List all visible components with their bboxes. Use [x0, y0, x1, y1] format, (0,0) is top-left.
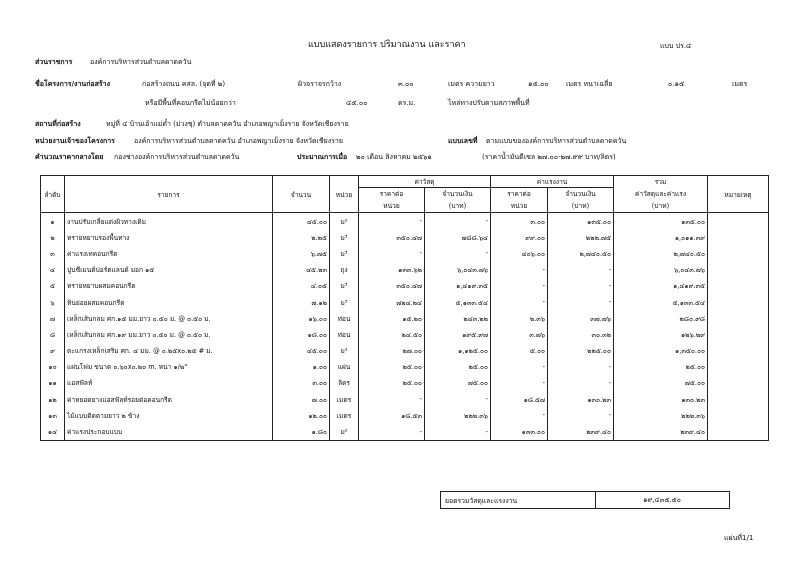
- owner-label: หน่วยงานเจ้าของโครงการ: [35, 137, 115, 145]
- thickness-label: เมตร หนาเฉลี่ย: [566, 80, 613, 88]
- row-labor-amount: ๓๐.๓๒: [548, 326, 614, 342]
- row-labor-amount: ๒๓๙.๔๐: [548, 423, 614, 440]
- row-material-unit-price: -: [359, 213, 425, 230]
- row-remark: [708, 245, 769, 261]
- header-material-amount-sub: (บาท): [425, 200, 491, 213]
- header-total-sub2: (บาท): [614, 200, 708, 213]
- header-qty: จำนวน: [273, 176, 330, 213]
- row-unit: เมตร: [330, 407, 359, 423]
- plan-label: แบบเลขที่: [448, 137, 478, 145]
- row-labor-amount: -: [548, 375, 614, 391]
- row-labor-amount: ๒๒๕.๐๐: [548, 343, 614, 359]
- row-item: เหล็กเส้นกลม ศก.๑๙ มม.ยาว ๐.๕๐ ม. @ ๐.๕๐ ม.: [65, 326, 273, 342]
- row-labor-unit-price: ๓.๐๐: [491, 213, 548, 230]
- row-labor-unit-price: ๓.๗๖: [491, 326, 548, 342]
- row-unit: ม²: [330, 213, 359, 230]
- row-material-amount: ๗๘๘.๖๔: [425, 229, 491, 245]
- row-material-unit-price: -: [359, 391, 425, 407]
- grand-total-label: ยอดรวมวัสดุและแรงงาน: [445, 497, 518, 505]
- form-code: แบบ ปร.๔: [660, 42, 692, 50]
- row-qty: ๒.๒๕: [273, 229, 330, 245]
- row-total: ๖,๐๔๓.๗๖: [614, 262, 708, 278]
- width-value: ๓.๐๐: [398, 80, 414, 88]
- row-total: ๒๘๐.๙๘: [614, 310, 708, 326]
- row-unit: ม²: [330, 343, 359, 359]
- header-unit: หน่วย: [330, 176, 359, 213]
- area-value: ๔๕.๐๐: [346, 99, 368, 107]
- length-label: เมตร ความยาว: [448, 80, 495, 88]
- row-unit: ท่อน: [330, 310, 359, 326]
- row-no: ๖: [41, 294, 65, 310]
- row-qty: ๔๕.๐๐: [273, 213, 330, 230]
- shoulder-note: ไหล่ทางปรับตามสภาพพื้นที่: [448, 99, 530, 107]
- surface-width-label: ผิวจราจรกว้าง: [298, 80, 342, 88]
- length-value: ๑๕.๐๐: [528, 80, 549, 88]
- row-remark: [708, 326, 769, 342]
- row-no: ๑๐: [41, 359, 65, 375]
- row-remark: [708, 423, 769, 440]
- row-unit: เมตร: [330, 391, 359, 407]
- estimate-label: ประมาณการเมื่อ: [297, 153, 348, 161]
- row-material-unit-price: ๒๕.๐๐: [359, 375, 425, 391]
- header-material-amount: จำนวนเงิน: [425, 188, 491, 200]
- row-item: งานปรับเกลี่ยแต่งผิวทางเดิม: [65, 213, 273, 230]
- table-row: [41, 262, 769, 278]
- row-material-unit-price: ๑๘.๕๓: [359, 407, 425, 423]
- row-no: ๑๒: [41, 391, 65, 407]
- row-qty: ๖.๗๕: [273, 245, 330, 261]
- row-unit: ท่อน: [330, 326, 359, 342]
- row-qty: ๗.๑๒: [273, 294, 330, 310]
- row-labor-unit-price: ๙๙.๐๐: [491, 229, 548, 245]
- row-labor-amount: -: [548, 294, 614, 310]
- row-unit: ถุง: [330, 262, 359, 278]
- header-labor-unit-price-sub: หน่วย: [491, 200, 548, 213]
- row-labor-amount: -: [548, 359, 614, 375]
- row-material-amount: ๒๕.๐๐: [425, 359, 491, 375]
- thickness-unit: เมตร: [732, 80, 748, 88]
- row-remark: [708, 213, 769, 230]
- table-row: [41, 229, 769, 245]
- table-body: [41, 213, 769, 441]
- row-material-amount: ๕,๑๓๓.๕๔: [425, 294, 491, 310]
- agency-label: ส่วนราชการ: [35, 58, 73, 66]
- row-qty: ๑๘.๐๐: [273, 326, 330, 342]
- area-label: หรือมีพื้นที่คอนกรีตไม่น้อยกว่า: [145, 99, 236, 107]
- row-total: ๒๒๒.๓๖: [614, 407, 708, 423]
- row-labor-unit-price: -: [491, 375, 548, 391]
- row-labor-amount: ๓๗.๗๖: [548, 310, 614, 326]
- thickness-value: ๐.๑๕: [668, 80, 685, 88]
- row-total: ๕,๑๓๓.๕๔: [614, 294, 708, 310]
- row-material-unit-price: ๑๓๓.๖๒: [359, 262, 425, 278]
- project-label: ชื่อโครงการ/งานก่อสร้าง: [35, 80, 111, 88]
- row-remark: [708, 359, 769, 375]
- row-no: ๑: [41, 213, 65, 230]
- calc-value: กองช่างองค์การบริหารส่วนตำบลดาดควัน: [114, 153, 240, 161]
- table-row: [41, 423, 769, 440]
- row-item: แผ่นโฟม ขนาด ๐.๖๐x๐.๒๐ m. หนา ๑/๒": [65, 359, 273, 375]
- header-labor: ค่าแรงงาน: [491, 176, 614, 188]
- row-material-unit-price: ๓๕๐.๔๗: [359, 229, 425, 245]
- row-unit: ม³: [330, 294, 359, 310]
- row-material-amount: ๖,๐๔๓.๗๖: [425, 262, 491, 278]
- row-qty: ๓.๐๐: [273, 375, 330, 391]
- row-labor-unit-price: -: [491, 278, 548, 294]
- row-item: ค่าหยอดยางแอสฟัลท์รอยต่อคอนกรีต: [65, 391, 273, 407]
- estimate-value: ๒๐ เดือน สิงหาคม ๒๕๖๑: [356, 153, 432, 161]
- calc-label: คำนวณราคากลางโดย: [35, 153, 104, 161]
- row-total: ๑,๔๑๙.๓๕: [614, 278, 708, 294]
- table-row: [41, 310, 769, 326]
- row-labor-unit-price: ๔๐๖.๐๐: [491, 245, 548, 261]
- row-qty: ๑.๘๐: [273, 423, 330, 440]
- row-material-amount: -: [425, 245, 491, 261]
- header-no: ลำดับ: [41, 176, 65, 213]
- table-row: [41, 359, 769, 375]
- row-no: ๑๓: [41, 407, 65, 423]
- row-labor-unit-price: -: [491, 294, 548, 310]
- row-qty: ๔๕.๒๓: [273, 262, 330, 278]
- row-unit: ม²: [330, 423, 359, 440]
- row-qty: ๔๕.๐๐: [273, 343, 330, 359]
- header-remark: หมายเหตุ: [708, 176, 769, 213]
- header-material: ค่าวัสดุ: [359, 176, 491, 188]
- row-qty: ๗.๐๐: [273, 391, 330, 407]
- row-material-amount: ๗๕.๐๐: [425, 375, 491, 391]
- row-qty: ๔.๐๕: [273, 278, 330, 294]
- row-total: ๑๒๖.๒๙: [614, 326, 708, 342]
- row-material-amount: ๑,๑๒๕.๐๐: [425, 343, 491, 359]
- oil-price-note: (ราคาน้ำมันดีเซล ๒๗.๐๐-๒๗.๙๙ บาท/ลิตร): [482, 153, 616, 161]
- row-material-unit-price: ๗๒๔.๒๔: [359, 294, 425, 310]
- table-row: [41, 294, 769, 310]
- grand-total-value: ๑๙,๔๓๕.๕๐: [595, 492, 728, 508]
- row-total: ๑๓๐.๒๓: [614, 391, 708, 407]
- row-no: ๔: [41, 262, 65, 278]
- row-labor-amount: ๒๒๒.๗๕: [548, 229, 614, 245]
- row-labor-amount: -: [548, 278, 614, 294]
- quantity-price-table: [40, 175, 769, 441]
- grand-total-box: [440, 491, 730, 509]
- row-qty: ๑.๐๐: [273, 359, 330, 375]
- row-material-amount: ๒๒๒.๓๖: [425, 407, 491, 423]
- row-unit: แผ่น: [330, 359, 359, 375]
- row-item: ทรายหยาบผสมคอนกรีต: [65, 278, 273, 294]
- row-unit: ม³: [330, 278, 359, 294]
- row-labor-amount: -: [548, 262, 614, 278]
- row-material-amount: ๒๔๓.๒๒: [425, 310, 491, 326]
- row-remark: [708, 262, 769, 278]
- header-labor-amount: จำนวนเงิน: [548, 188, 614, 200]
- row-material-amount: -: [425, 423, 491, 440]
- table-row: [41, 343, 769, 359]
- row-material-unit-price: -: [359, 245, 425, 261]
- header-material-unit-price-sub: หน่วย: [359, 200, 425, 213]
- row-qty: ๑๖.๐๐: [273, 310, 330, 326]
- header-labor-amount-sub: (บาท): [548, 200, 614, 213]
- row-no: ๕: [41, 278, 65, 294]
- row-unit: ลิตร: [330, 375, 359, 391]
- table-row: [41, 375, 769, 391]
- row-labor-unit-price: ๒.๓๖: [491, 310, 548, 326]
- row-labor-amount: ๒,๗๔๐.๕๐: [548, 245, 614, 261]
- row-total: ๒,๗๔๐.๕๐: [614, 245, 708, 261]
- site-label: สถานที่ก่อสร้าง: [35, 120, 81, 128]
- row-labor-unit-price: ๑๘.๕๗: [491, 391, 548, 407]
- row-remark: [708, 310, 769, 326]
- row-total: ๒๓๙.๔๐: [614, 423, 708, 440]
- row-no: ๑๑: [41, 375, 65, 391]
- row-remark: [708, 375, 769, 391]
- owner-value: องค์การบริหารส่วนตำบลดาดควัน อำเภอพญาเม็งราย จังหวัดเชียงราย: [134, 137, 343, 145]
- row-item: ไม้แบบติดตามยาว ๒ ข้าง: [65, 407, 273, 423]
- site-value: หมู่ที่ ๔ บ้านเอ้าแม่ต๋ำ (ม่วงชุ) ตำบลดาดควัน อำเภอพญาเม็งราย จังหวัดเชียงราย: [106, 120, 349, 128]
- row-item: ทรายหยาบรองพื้นทาง: [65, 229, 273, 245]
- row-remark: [708, 343, 769, 359]
- table-row: [41, 391, 769, 407]
- row-total: ๑๓๕.๐๐: [614, 213, 708, 230]
- row-material-amount: -: [425, 213, 491, 230]
- row-material-unit-price: ๒๗.๐๐: [359, 343, 425, 359]
- header-item: รายการ: [65, 176, 273, 213]
- row-qty: ๑๒.๐๐: [273, 407, 330, 423]
- row-item: หินย่อยผสมคอนกรีต: [65, 294, 273, 310]
- area-unit: ตร.ม.: [398, 99, 416, 107]
- row-labor-unit-price: ๕.๐๐: [491, 343, 548, 359]
- row-labor-unit-price: ๑๓๓.๐๐: [491, 423, 548, 440]
- row-labor-amount: -: [548, 407, 614, 423]
- table-row: [41, 213, 769, 230]
- row-material-unit-price: ๓๕๐.๔๗: [359, 278, 425, 294]
- row-material-unit-price: ๑๕.๒๐: [359, 310, 425, 326]
- table-row: [41, 326, 769, 342]
- row-labor-unit-price: -: [491, 407, 548, 423]
- table-row: [41, 407, 769, 423]
- row-total: ๗๕.๐๐: [614, 375, 708, 391]
- row-item: ค่าแรงเทคอนกรีต: [65, 245, 273, 261]
- row-total: ๑,๓๕๐.๐๐: [614, 343, 708, 359]
- row-no: ๓: [41, 245, 65, 261]
- row-labor-amount: ๑๓๐.๒๓: [548, 391, 614, 407]
- row-unit: ม³: [330, 245, 359, 261]
- row-item: เหล็กเส้นกลม ศก.๑๕ มม.ยาว ๐.๕๐ ม. @ ๐.๕๐ ม.: [65, 310, 273, 326]
- table-row: [41, 245, 769, 261]
- plan-value: ตามแบบขององค์การบริหารส่วนตำบลดาดควัน: [486, 137, 627, 145]
- row-material-unit-price: ๒๔.๕๐: [359, 326, 425, 342]
- row-no: ๙: [41, 343, 65, 359]
- row-labor-amount: ๑๓๕.๐๐: [548, 213, 614, 230]
- table-row: [41, 278, 769, 294]
- row-item: ค่าแรงประกอบแบบ: [65, 423, 273, 440]
- row-labor-unit-price: -: [491, 262, 548, 278]
- row-no: ๘: [41, 326, 65, 342]
- row-remark: [708, 229, 769, 245]
- row-total: ๒๕.๐๐: [614, 359, 708, 375]
- row-no: ๒: [41, 229, 65, 245]
- header-material-unit-price: ราคาต่อ: [359, 188, 425, 200]
- row-remark: [708, 294, 769, 310]
- row-unit: ม³: [330, 229, 359, 245]
- row-material-amount: -: [425, 391, 491, 407]
- row-item: ตะแกรงเหล็กเสริม ศก. ๔ มม. @ ๐.๒๕x๐.๒๕ # ม.: [65, 343, 273, 359]
- project-value: ก่อสร้างถนน คสล. (จุดที่ ๒): [142, 80, 226, 88]
- agency-value: องค์การบริหารส่วนตำบลดาดควัน: [90, 58, 192, 66]
- row-remark: [708, 278, 769, 294]
- row-item: แอสฟัลท์: [65, 375, 273, 391]
- form-title: แบบแสดงรายการ ปริมาณงาน และราคา: [308, 40, 466, 50]
- row-remark: [708, 391, 769, 407]
- header-total: รวม: [614, 176, 708, 188]
- page-number: แผ่นที่1/1: [724, 534, 754, 542]
- row-material-unit-price: -: [359, 423, 425, 440]
- row-material-amount: ๑๙๕.๙๗: [425, 326, 491, 342]
- row-item: ปูนซีเมนต์ปอร์ตแลนด์ มอก ๑๕: [65, 262, 273, 278]
- row-total: ๑,๐๑๑.๓๙: [614, 229, 708, 245]
- row-remark: [708, 407, 769, 423]
- header-labor-unit-price: ราคาต่อ: [491, 188, 548, 200]
- row-no: ๗: [41, 310, 65, 326]
- header-total-sub: ค่าวัสดุและค่าแรง: [614, 188, 708, 200]
- row-material-unit-price: ๒๕.๐๐: [359, 359, 425, 375]
- row-no: ๑๔: [41, 423, 65, 440]
- row-material-amount: ๑,๔๑๙.๓๕: [425, 278, 491, 294]
- row-labor-unit-price: -: [491, 359, 548, 375]
